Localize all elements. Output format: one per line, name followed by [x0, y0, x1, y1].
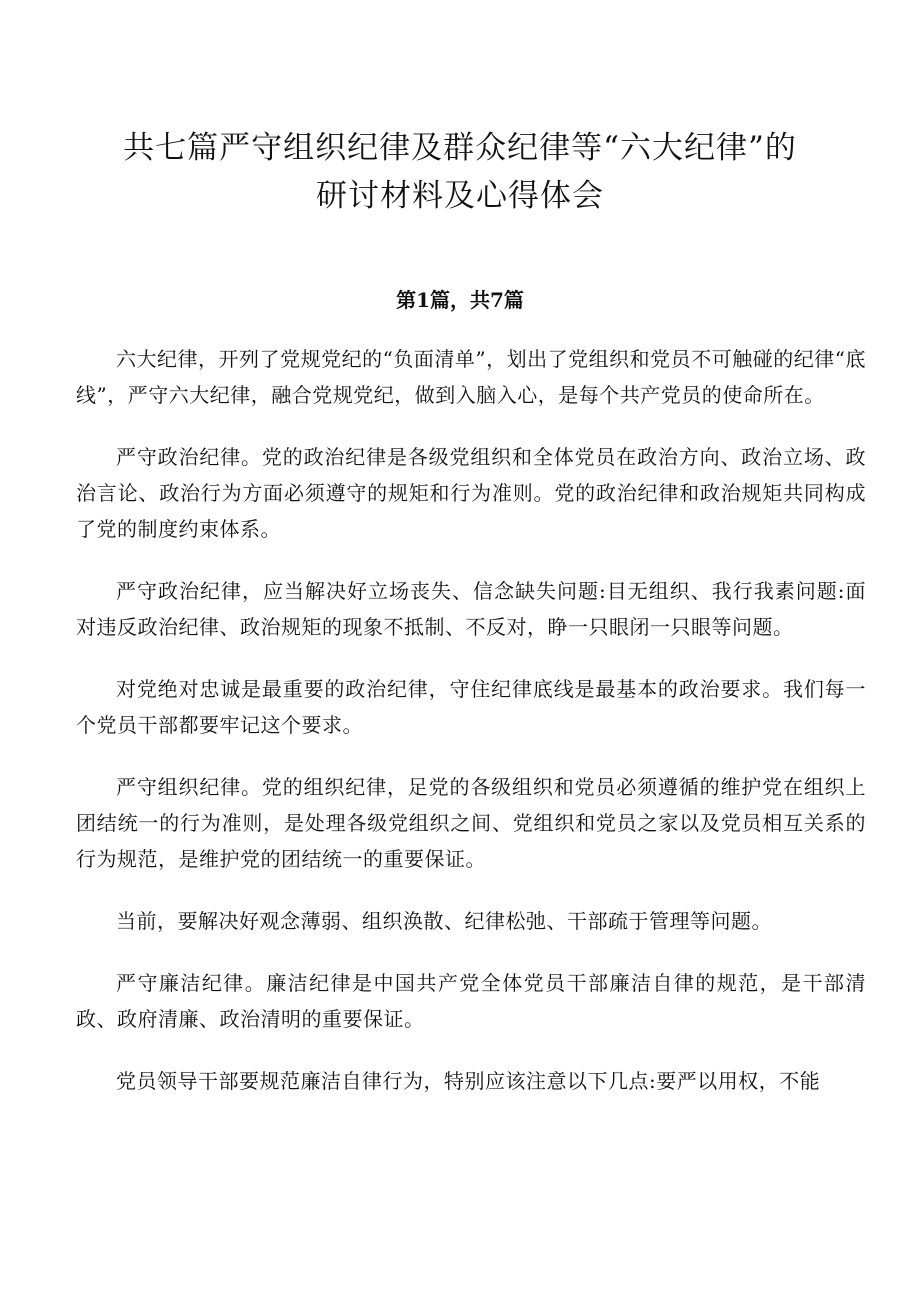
document-body: [76, 341, 866, 1125]
paragraph: 严守廉洁纪律。廉洁纪律是中国共产党全体党员干部廉洁自律的规范，是干部清政、政府清廉、政治清明的重要保证。: [76, 971, 866, 1031]
paragraph: 严守政治纪律，应当解决好立场丧失、信念缺失问题:目无组织、我行我素问题:面对违反政治纪律、政治规矩的现象不抵制、不反对，睁一只眼闭一只眼等问题。: [76, 579, 866, 639]
paragraph: 六大纪律，开列了党规党纪的“负面清单”，划出了党组织和党员不可触碰的纪律“底线”，严守六大纪律，融合党规党纪，做到入脑入心，是每个共产党员的使命所在。: [76, 347, 866, 407]
section-heading: 第1篇，共7篇: [396, 288, 524, 312]
document-title-line-1: 共七篇严守组织纪律及群众纪律等“六大纪律”的: [123, 130, 797, 166]
paragraph: 党员领导干部要规范廉洁自律行为，特别应该注意以下几点:要严以用权，不能: [116, 1069, 821, 1093]
paragraph: 当前，要解决好观念薄弱、组织涣散、纪律松弛、干部疏于管理等问题。: [116, 909, 772, 933]
paragraph: 对党绝对忠诚是最重要的政治纪律，守住纪律底线是最基本的政治要求。我们每一个党员干部都要牢记这个要求。: [76, 677, 866, 737]
paragraph: 严守政治纪律。党的政治纪律是各级党组织和全体党员在政治方向、政治立场、政治言论、政治行为方面必须遵守的规矩和行为准则。党的政治纪律和政治规矩共同构成了党的制度约束体系。: [76, 445, 866, 541]
document-title-line-2: 研讨材料及心得体会: [316, 178, 604, 214]
paragraph: 严守组织纪律。党的组织纪律，足党的各级组织和党员必须遵循的维护党在组织上团结统一的行为准则，是处理各级党组织之间、党组织和党员之家以及党员相互关系的行为规范，是维护党的团结统一的重要保证。: [76, 775, 866, 871]
document-title: [60, 124, 860, 220]
